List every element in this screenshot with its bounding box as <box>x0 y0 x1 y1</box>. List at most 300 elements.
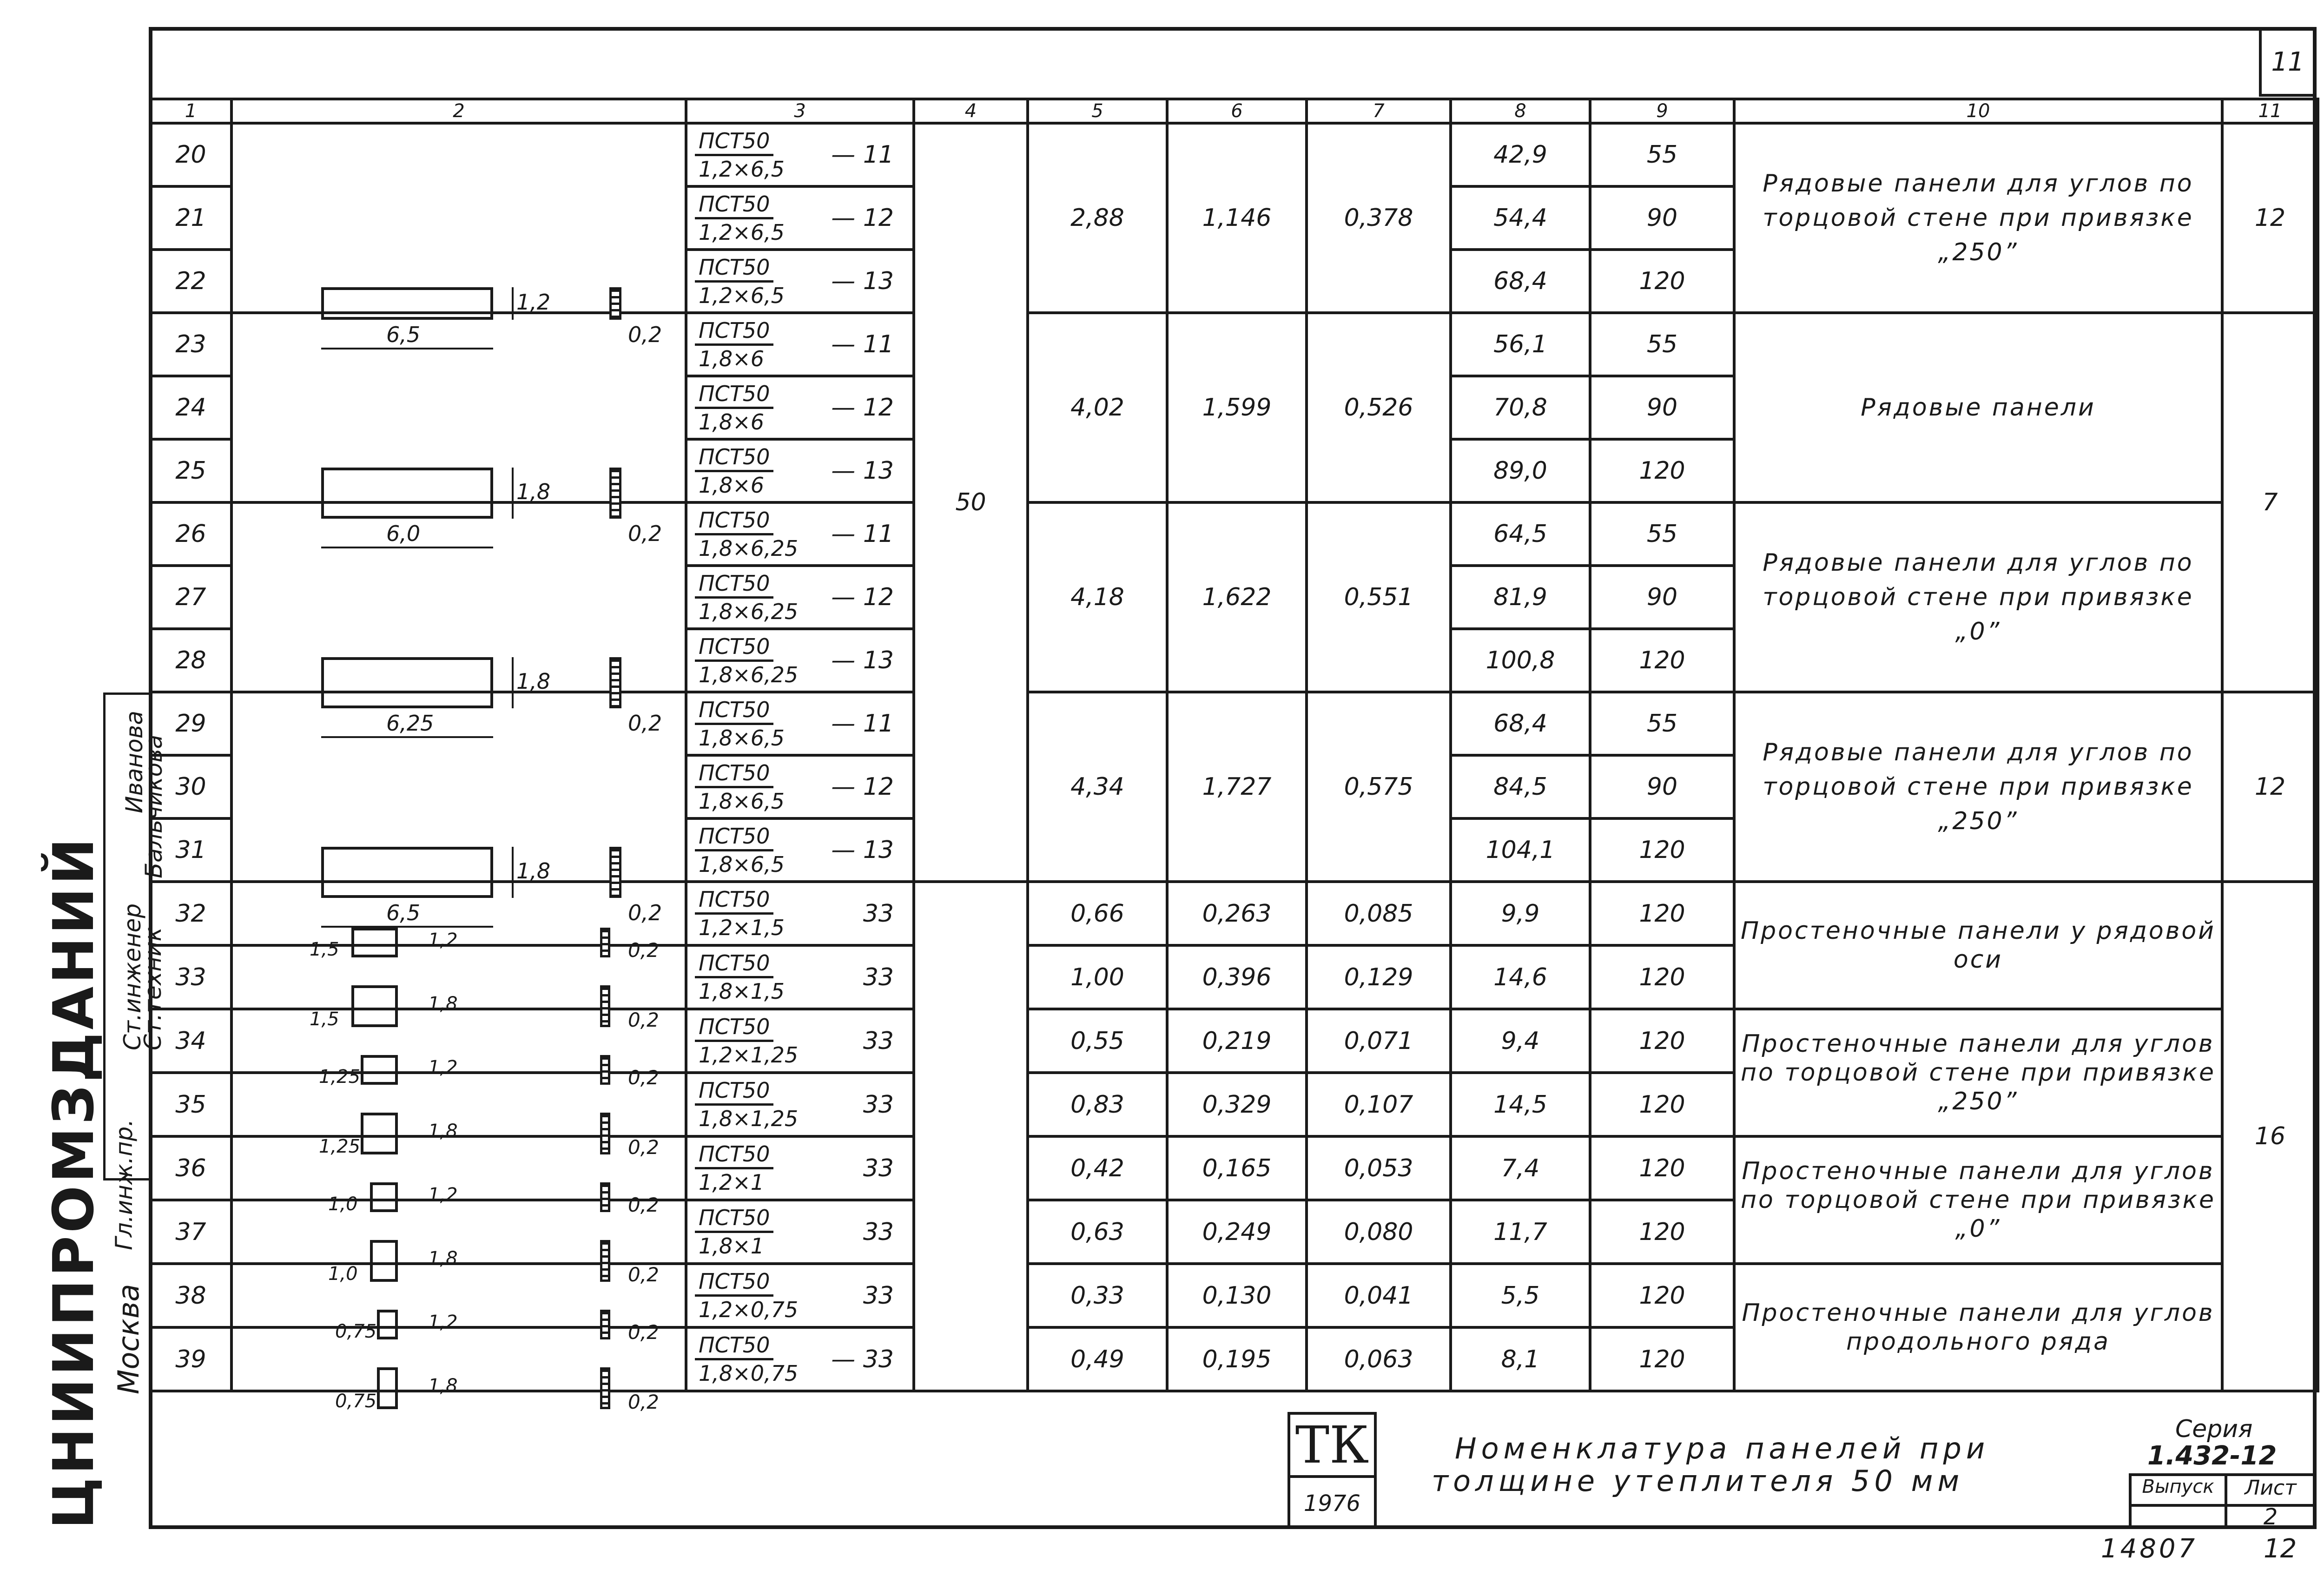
mark-suffix: — 13 <box>831 836 894 864</box>
mark-cell <box>686 1073 914 1136</box>
col11-value: 7 <box>2222 313 2318 692</box>
col8-value: 81,9 <box>1451 566 1590 629</box>
col9-value: 120 <box>1590 439 1734 502</box>
col8-value: 84,5 <box>1451 755 1590 818</box>
panel-sketch <box>231 945 686 1031</box>
table-row <box>150 1009 2318 1073</box>
col5-value: 0,63 <box>1028 1200 1167 1264</box>
row-number: 21 <box>150 186 231 250</box>
mark-bottom: 1,2×1,25 <box>699 1042 799 1068</box>
col8-value: 42,9 <box>1451 123 1590 186</box>
col5-value: 0,33 <box>1028 1264 1167 1327</box>
mark-cell <box>686 1009 914 1073</box>
height-dim: 1,8 <box>516 669 551 694</box>
width-dim: 0,75 <box>335 1321 377 1342</box>
table-row <box>150 123 2318 186</box>
mark-cell <box>687 317 912 372</box>
mark-bottom: 1,8×6 <box>699 409 764 435</box>
length-dim: 6,25 <box>386 711 434 736</box>
col-header: 5 <box>1028 99 1167 123</box>
tk-label: ТК <box>1290 1415 1374 1478</box>
row-number: 31 <box>150 818 231 882</box>
mark-cell <box>687 444 912 498</box>
mark-top: ПСТ50 <box>695 1268 773 1297</box>
row-number: 23 <box>150 313 231 376</box>
mark-cell <box>687 570 912 625</box>
panel-sketch <box>231 1136 686 1216</box>
col9-value: 55 <box>1590 692 1734 755</box>
mark-cell <box>686 882 914 945</box>
panel-sketch <box>231 1264 686 1344</box>
mark-bottom: 1,8×6,25 <box>699 599 799 624</box>
col9-value: 120 <box>1590 1327 1734 1391</box>
panel-mark <box>687 1205 773 1259</box>
col6-value: 0,165 <box>1167 1136 1307 1200</box>
thickness-dim: 0,2 <box>628 1391 659 1413</box>
col9-value: 120 <box>1590 882 1734 945</box>
mark-cell <box>687 128 912 182</box>
mark-suffix: 33 <box>863 899 894 928</box>
panel-mark <box>687 444 773 498</box>
mark-suffix: 33 <box>863 963 894 991</box>
mark-bottom: 1,2×1,5 <box>699 915 785 940</box>
col-header: 9 <box>1590 99 1734 123</box>
col9-value: 120 <box>1590 250 1734 313</box>
mark-suffix: — 11 <box>831 141 894 169</box>
mark-suffix: — 11 <box>831 330 894 358</box>
col5-value: 4,34 <box>1028 692 1167 882</box>
description: Рядовые панели для углов по торцовой стене при привязке „250” <box>1734 123 2222 313</box>
col6-value: 1,727 <box>1167 692 1307 882</box>
height-dim: 1,8 <box>516 858 551 884</box>
col8-value: 8,1 <box>1451 1327 1590 1391</box>
col-header: 11 <box>2222 99 2318 123</box>
issue-label: Выпуск <box>2132 1476 2227 1507</box>
mark-cell <box>687 823 912 877</box>
col5-value: 4,18 <box>1028 502 1167 692</box>
mark-cell <box>687 191 912 245</box>
mark-cell <box>687 1205 912 1259</box>
col5-value: 1,00 <box>1028 945 1167 1009</box>
mark-suffix: — 11 <box>831 520 894 548</box>
thickness-dim: 0,2 <box>628 1066 659 1089</box>
height-dim: 1,2 <box>428 1057 458 1078</box>
panel-sketch <box>231 692 686 925</box>
panel-mark <box>687 317 773 372</box>
nomenclature-table <box>149 98 2319 1413</box>
width-dim: 1,0 <box>328 1263 358 1285</box>
mark-bottom: 1,8×6,25 <box>699 535 799 561</box>
thickness-dim: 0,2 <box>628 1263 659 1286</box>
table-row <box>150 692 2318 755</box>
mark-bottom: 1,8×1,5 <box>699 979 785 1004</box>
length-dim: 6,5 <box>386 900 421 925</box>
col8-value: 104,1 <box>1451 818 1590 882</box>
col8-value: 7,4 <box>1451 1136 1590 1200</box>
mark-cell <box>686 439 914 502</box>
col-header: 8 <box>1451 99 1590 123</box>
mark-top: ПСТ50 <box>695 950 773 978</box>
mark-cell <box>686 629 914 692</box>
row-number: 27 <box>150 566 231 629</box>
mark-cell <box>686 376 914 439</box>
mark-suffix: — 33 <box>831 1345 894 1373</box>
description: Рядовые панели для углов по торцовой стене при привязке „0” <box>1734 502 2222 692</box>
table-row <box>150 313 2318 376</box>
col-header: 7 <box>1307 99 1451 123</box>
panel-mark <box>687 570 802 625</box>
mark-cell <box>687 1141 912 1195</box>
sheet-value: 2 <box>2263 1504 2278 1530</box>
panel-mark <box>687 633 802 688</box>
mark-cell <box>687 381 912 435</box>
panel-sketch <box>231 1073 686 1159</box>
panel-mark <box>687 381 773 435</box>
row-number: 36 <box>150 1136 231 1200</box>
col6-value: 0,249 <box>1167 1200 1307 1264</box>
height-dim: 1,2 <box>428 1312 458 1333</box>
height-dim: 1,2 <box>428 930 458 951</box>
row-number: 28 <box>150 629 231 692</box>
col6-value: 1,622 <box>1167 502 1307 692</box>
row-number: 32 <box>150 882 231 945</box>
mark-cell <box>686 692 914 755</box>
mark-cell <box>686 1264 914 1327</box>
panel-mark <box>687 760 788 814</box>
height-dim: 1,2 <box>428 1184 458 1206</box>
mark-bottom: 1,2×6,5 <box>699 219 785 245</box>
height-dim: 1,8 <box>516 479 551 504</box>
thickness-dim: 0,2 <box>628 1194 659 1216</box>
mark-suffix: 33 <box>863 1090 894 1119</box>
description: Рядовые панели для углов по торцовой стене при привязке „250” <box>1734 692 2222 882</box>
height-dim: 1,8 <box>428 1121 458 1142</box>
mark-top: ПСТ50 <box>695 1205 773 1233</box>
row-number: 25 <box>150 439 231 502</box>
col7-value: 0,063 <box>1307 1327 1451 1391</box>
series-value: 1.432-12 <box>2147 1441 2277 1471</box>
panel-mark <box>687 1268 802 1323</box>
mark-suffix: 33 <box>863 1027 894 1055</box>
mark-bottom: 1,8×6,5 <box>699 788 785 814</box>
col7-value: 0,378 <box>1307 123 1451 313</box>
thickness-dim: 0,2 <box>628 711 662 736</box>
mark-cell <box>687 507 912 561</box>
col7-value: 0,053 <box>1307 1136 1451 1200</box>
table-row <box>150 1264 2318 1327</box>
panel-mark <box>687 697 788 751</box>
col7-value: 0,575 <box>1307 692 1451 882</box>
col5-value: 0,42 <box>1028 1136 1167 1200</box>
panel-sketch <box>231 1200 686 1286</box>
col8-value: 14,6 <box>1451 945 1590 1009</box>
col9-value: 55 <box>1590 123 1734 186</box>
panel-mark <box>687 1332 802 1386</box>
description: Простеночные панели для углов по торцовой стене при привязке „250” <box>1734 1009 2222 1136</box>
panel-sketch <box>231 313 686 546</box>
mark-suffix: 33 <box>863 1281 894 1310</box>
col7-value: 0,041 <box>1307 1264 1451 1327</box>
mark-suffix: — 12 <box>831 204 894 232</box>
col8-value: 11,7 <box>1451 1200 1590 1264</box>
col7-value: 0,085 <box>1307 882 1451 945</box>
row-number: 34 <box>150 1009 231 1073</box>
row-number: 37 <box>150 1200 231 1264</box>
length-dim: 6,5 <box>386 322 421 347</box>
height-dim: 1,8 <box>428 993 458 1015</box>
mark-top: ПСТ50 <box>695 760 773 788</box>
mark-top: ПСТ50 <box>695 507 773 535</box>
col9-value: 90 <box>1590 186 1734 250</box>
col7-value: 0,107 <box>1307 1073 1451 1136</box>
col5-value: 0,49 <box>1028 1327 1167 1391</box>
section-hatch <box>600 1367 610 1409</box>
mark-suffix: — 13 <box>831 267 894 295</box>
col9-value: 120 <box>1590 1009 1734 1073</box>
col6-value: 0,263 <box>1167 882 1307 945</box>
mark-cell <box>687 1014 912 1068</box>
panel-mark <box>687 950 788 1004</box>
thickness-dim: 0,2 <box>628 939 659 962</box>
mark-top: ПСТ50 <box>695 1014 773 1042</box>
description: Простеночные панели для углов по торцовой стене при привязке „0” <box>1734 1136 2222 1264</box>
mark-top: ПСТ50 <box>695 1077 773 1106</box>
col9-value: 90 <box>1590 755 1734 818</box>
panel-mark <box>687 823 788 877</box>
mark-cell <box>686 818 914 882</box>
col5-value: 0,55 <box>1028 1009 1167 1073</box>
side-name-2: Бальчикова <box>140 734 167 878</box>
mark-cell <box>687 633 912 688</box>
row-number: 26 <box>150 502 231 566</box>
mark-cell <box>687 1077 912 1132</box>
thickness-dim: 0,2 <box>628 521 662 546</box>
mark-suffix: — 13 <box>831 646 894 674</box>
col4-empty <box>914 882 1028 1391</box>
year-label: 1976 <box>1303 1490 1361 1517</box>
col-header: 1 <box>150 99 231 123</box>
col8-value: 14,5 <box>1451 1073 1590 1136</box>
mark-cell <box>686 313 914 376</box>
col8-value: 56,1 <box>1451 313 1590 376</box>
panel-outline <box>377 1367 398 1409</box>
sheet-number: 11 <box>2271 46 2304 77</box>
mark-bottom: 1,8×6 <box>699 346 764 371</box>
mark-cell <box>687 1268 912 1323</box>
mark-cell <box>687 254 912 309</box>
row-number: 30 <box>150 755 231 818</box>
mark-bottom: 1,2×6,5 <box>699 156 785 182</box>
mark-suffix: 33 <box>863 1154 894 1182</box>
width-dim: 0,75 <box>335 1391 377 1412</box>
mark-cell <box>686 250 914 313</box>
length-dim: 6,0 <box>386 521 421 546</box>
col9-value: 90 <box>1590 376 1734 439</box>
col5-value: 0,66 <box>1028 882 1167 945</box>
panel-mark <box>687 254 788 309</box>
col6-value: 0,396 <box>1167 945 1307 1009</box>
col9-value: 120 <box>1590 818 1734 882</box>
col6-value: 0,130 <box>1167 1264 1307 1327</box>
footer-page-number: 12 <box>2264 1534 2297 1564</box>
side-city: Москва <box>112 1284 145 1394</box>
mark-top: ПСТ50 <box>695 886 773 915</box>
col-header: 10 <box>1734 99 2222 123</box>
thickness-dim: 0,2 <box>628 1009 659 1031</box>
mark-cell <box>686 502 914 566</box>
col11-value: 12 <box>2222 692 2318 882</box>
mark-top: ПСТ50 <box>695 381 773 409</box>
mark-bottom: 1,8×6,5 <box>699 851 785 877</box>
col8-value: 100,8 <box>1451 629 1590 692</box>
mark-bottom: 1,2×1 <box>699 1170 764 1195</box>
col7-value: 0,071 <box>1307 1009 1451 1073</box>
row-number: 20 <box>150 123 231 186</box>
col9-value: 120 <box>1590 1073 1734 1136</box>
side-role-1: Гл.инж.пр. <box>111 1119 138 1250</box>
row-number: 29 <box>150 692 231 755</box>
mark-bottom: 1,8×1,25 <box>699 1106 799 1131</box>
panel-mark <box>687 1014 802 1068</box>
mark-suffix: — 12 <box>831 583 894 611</box>
mark-cell <box>687 697 912 751</box>
col8-value: 9,4 <box>1451 1009 1590 1073</box>
side-org-name: ЦНИИПРОМЗДАНИЙ <box>42 835 106 1529</box>
mark-cell <box>686 1136 914 1200</box>
mark-cell <box>687 950 912 1004</box>
mark-top: ПСТ50 <box>695 191 773 219</box>
col8-value: 9,9 <box>1451 882 1590 945</box>
panel-mark <box>687 1077 802 1132</box>
description: Рядовые панели <box>1734 313 2222 502</box>
thickness-dim: 0,2 <box>628 1136 659 1159</box>
panel-sketch <box>231 123 686 347</box>
mark-cell <box>686 1327 914 1391</box>
table-row <box>150 502 2318 566</box>
col6-value: 1,599 <box>1167 313 1307 502</box>
mark-top: ПСТ50 <box>695 444 773 472</box>
drawing-title-line1: Номенклатура панелей при <box>1455 1431 1990 1465</box>
mark-cell <box>687 1332 912 1386</box>
panel-mark <box>687 1141 773 1195</box>
col8-value: 5,5 <box>1451 1264 1590 1327</box>
width-dim: 1,25 <box>319 1066 361 1088</box>
mark-suffix: — 11 <box>831 710 894 738</box>
mark-suffix: — 13 <box>831 457 894 485</box>
mark-suffix: — 12 <box>831 773 894 801</box>
mark-top: ПСТ50 <box>695 570 773 599</box>
mark-bottom: 1,2×0,75 <box>699 1297 799 1322</box>
col9-value: 90 <box>1590 566 1734 629</box>
mark-top: ПСТ50 <box>695 633 773 662</box>
panel-mark <box>687 128 788 182</box>
mark-bottom: 1,8×6,25 <box>699 662 799 687</box>
table-row <box>150 1136 2318 1200</box>
side-name-1: Иванова <box>121 711 148 813</box>
col6-value: 0,219 <box>1167 1009 1307 1073</box>
width-dim: 1,25 <box>319 1136 361 1157</box>
col-header: 3 <box>686 99 914 123</box>
col7-value: 0,129 <box>1307 945 1451 1009</box>
row-number: 39 <box>150 1327 231 1391</box>
description: Простеночные панели для углов продольного ряда <box>1734 1264 2222 1391</box>
issue-sheet-box <box>2129 1473 2317 1529</box>
mark-top: ПСТ50 <box>695 1141 773 1169</box>
mark-bottom: 1,2×6,5 <box>699 283 785 308</box>
col5-value: 2,88 <box>1028 123 1167 313</box>
col-header: 2 <box>231 99 686 123</box>
thickness-dim: 0,2 <box>628 322 662 347</box>
panel-mark <box>687 507 802 561</box>
row-number: 35 <box>150 1073 231 1136</box>
col6-value: 0,195 <box>1167 1327 1307 1391</box>
col-header: 6 <box>1167 99 1307 123</box>
col9-value: 55 <box>1590 313 1734 376</box>
width-dim: 1,5 <box>310 939 339 960</box>
width-dim: 1,0 <box>328 1194 358 1215</box>
mark-bottom: 1,8×6,5 <box>699 725 785 751</box>
row-number: 38 <box>150 1264 231 1327</box>
drawing-title-line2: толщине утеплителя 50 мм <box>1432 1464 1964 1498</box>
description: Простеночные панели у рядовой оси <box>1734 882 2222 1009</box>
mark-cell <box>687 760 912 814</box>
col9-value: 120 <box>1590 945 1734 1009</box>
sheet-label: Лист <box>2225 1476 2317 1507</box>
col8-value: 64,5 <box>1451 502 1590 566</box>
col8-value: 70,8 <box>1451 376 1590 439</box>
side-stamp-box <box>103 692 149 1180</box>
col-header: 4 <box>914 99 1028 123</box>
mark-suffix: — 12 <box>831 394 894 422</box>
mark-top: ПСТ50 <box>695 128 773 156</box>
panel-mark <box>687 886 788 941</box>
table-row <box>150 882 2318 945</box>
panel-sketch <box>231 502 686 736</box>
col11-value: 16 <box>2222 882 2318 1391</box>
mark-top: ПСТ50 <box>695 254 773 283</box>
thickness-dim: 0,2 <box>628 900 662 925</box>
mark-bottom: 1,8×1 <box>699 1233 764 1259</box>
row-number: 22 <box>150 250 231 313</box>
height-dim: 1,2 <box>516 290 551 315</box>
col9-value: 55 <box>1590 502 1734 566</box>
mark-cell <box>686 186 914 250</box>
mark-top: ПСТ50 <box>695 317 773 346</box>
col4-value: 50 <box>914 123 1028 882</box>
side-role-2: Ст.инженер <box>119 903 146 1050</box>
mark-cell <box>686 755 914 818</box>
height-dim: 1,8 <box>428 1375 458 1397</box>
panel-sketch <box>231 1009 686 1089</box>
column-number-row <box>150 99 2318 123</box>
mark-bottom: 1,8×0,75 <box>699 1361 799 1386</box>
mark-cell <box>687 886 912 941</box>
height-dim: 1,8 <box>428 1248 458 1269</box>
col9-value: 120 <box>1590 1200 1734 1264</box>
mark-cell <box>686 945 914 1009</box>
col8-value: 54,4 <box>1451 186 1590 250</box>
row-number: 33 <box>150 945 231 1009</box>
thickness-dim: 0,2 <box>628 1321 659 1344</box>
mark-suffix: 33 <box>863 1218 894 1246</box>
mark-cell <box>686 123 914 186</box>
col6-value: 1,146 <box>1167 123 1307 313</box>
col7-value: 0,551 <box>1307 502 1451 692</box>
panel-sketch <box>231 882 686 962</box>
mark-top: ПСТ50 <box>695 1332 773 1360</box>
col7-value: 0,080 <box>1307 1200 1451 1264</box>
row-number: 24 <box>150 376 231 439</box>
